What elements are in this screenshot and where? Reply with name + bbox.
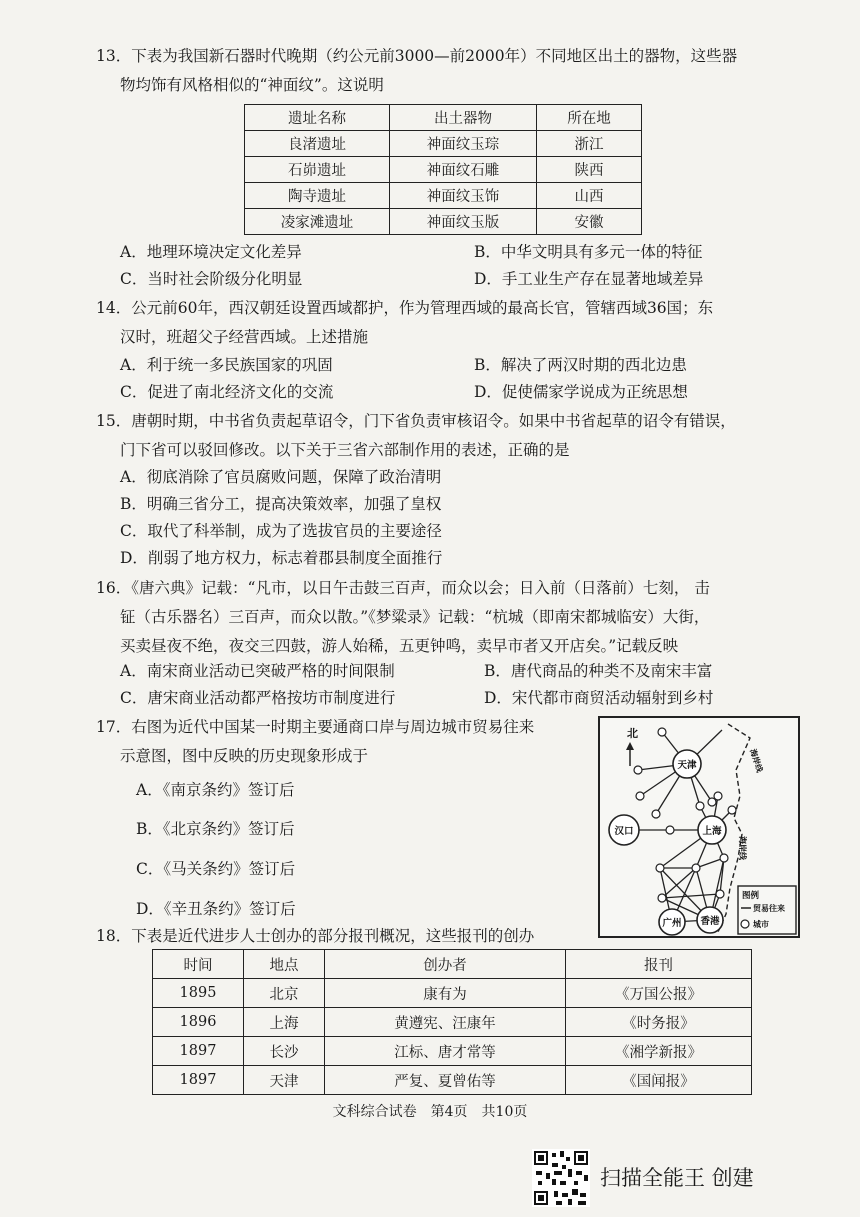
table-row	[153, 1008, 752, 1037]
table-cell: 《国闻报》	[566, 1066, 752, 1095]
question-text: 门下省可以驳回修改。以下关于三省六部制作用的表述，正确的是	[120, 441, 570, 459]
table-cell: 黄遵宪、汪康年	[325, 1008, 566, 1037]
question-18	[96, 922, 534, 951]
option-a[interactable]: A．地理环境决定文化差异	[120, 243, 302, 261]
city-label-hankou: 汉口	[614, 826, 634, 837]
question-text: 钲（古乐器名）三百声，而众以散。”《梦粱录》记载：“杭城（即南宋都城临安）大街，	[120, 608, 710, 626]
option-b[interactable]: B．唐代商品的种类不及南宋丰富	[484, 662, 713, 680]
option-c[interactable]: C．促进了南北经济文化的交流	[120, 383, 334, 401]
table-row	[153, 1037, 752, 1066]
question-text: 18．下表是近代进步人士创办的部分报刊概况，这些报刊的创办	[96, 927, 535, 945]
question-text: 汉时，班超父子经营西域。上述措施	[120, 328, 369, 346]
scanner-watermark: 扫描全能王 创建	[600, 1166, 754, 1190]
table-cell: 神面纹石雕	[390, 157, 537, 183]
table-cell: 石峁遗址	[245, 157, 390, 183]
option-b[interactable]: B．中华文明具有多元一体的特征	[474, 243, 703, 261]
qr-code-icon	[532, 1149, 590, 1207]
city-label-tianjin: 天津	[677, 760, 697, 771]
option-b[interactable]: B．解决了两汉时期的西北边患	[474, 356, 687, 374]
option-a[interactable]: A．利于统一多民族国家的巩固	[120, 356, 333, 374]
table-cell: 上海	[244, 1008, 325, 1037]
table-header: 报刊	[566, 950, 752, 979]
table-row	[245, 209, 642, 235]
question-13	[96, 42, 737, 100]
question-text: 16．《唐六典》记载：“凡市，以日午击鼓三百声，而众以会；日入前（日落前）七刻， 击	[96, 579, 710, 597]
question-text: 14．公元前60年，西汉朝廷设置西域都护，作为管理西域的最高长官，管辖西域36国；东	[96, 299, 714, 317]
question-text: 买卖昼夜不绝，夜交三四鼓，游人始稀，五更钟鸣，卖早市者又开店矣。”记载反映	[120, 637, 679, 655]
artifact-table	[244, 104, 642, 235]
table-cell: 良渚遗址	[245, 131, 390, 157]
question-text: 物均饰有风格相似的“神面纹”。这说明	[120, 76, 384, 94]
table-header: 所在地	[537, 105, 642, 131]
option-a[interactable]: A．南宋商业活动已突破严格的时间限制	[120, 662, 395, 680]
table-row	[153, 979, 752, 1008]
table-cell: 《万国公报》	[566, 979, 752, 1008]
table-row	[245, 183, 642, 209]
page-footer: 文科综合试卷 第4页 共10页	[332, 1104, 528, 1120]
table-header: 地点	[244, 950, 325, 979]
table-cell: 神面纹玉版	[390, 209, 537, 235]
option-c[interactable]: C．取代了科举制，成为了选拔官员的主要途径	[120, 522, 442, 540]
question-16	[96, 574, 710, 661]
table-header: 创办者	[325, 950, 566, 979]
legend-circle-icon	[741, 920, 749, 928]
option-d[interactable]: D．手工业生产存在显著地域差异	[474, 270, 704, 288]
table-cell: 严复、夏曾佑等	[325, 1066, 566, 1095]
table-row	[245, 131, 642, 157]
question-text: 示意图，图中反映的历史现象形成于	[120, 747, 369, 765]
table-row	[153, 1066, 752, 1095]
table-cell: 江标、唐才常等	[325, 1037, 566, 1066]
coastline-label: 海岸线	[748, 747, 765, 774]
option-d[interactable]: D．宋代都市商贸活动辐射到乡村	[484, 689, 714, 707]
table-header: 时间	[153, 950, 244, 979]
table-cell: 北京	[244, 979, 325, 1008]
table-cell: 浙江	[537, 131, 642, 157]
table-cell: 康有为	[325, 979, 566, 1008]
table-cell: 1897	[153, 1037, 244, 1066]
city-label-guangzhou: 广州	[662, 918, 682, 929]
option-d[interactable]: D．《辛丑条约》签订后	[136, 900, 296, 918]
table-cell: 陶寺遗址	[245, 183, 390, 209]
question-text: 15．唐朝时期，中书省负责起草诏令，门下省负责审核诏令。如果中书省起草的诏令有错误，	[96, 412, 736, 430]
table-cell: 神面纹玉饰	[390, 183, 537, 209]
table-cell: 山西	[537, 183, 642, 209]
question-15	[96, 407, 736, 465]
option-b[interactable]: B．《北京条约》签订后	[136, 820, 295, 838]
coastline-label: 海岸线	[738, 836, 747, 860]
table-header-row	[245, 105, 642, 131]
legend-title: 图例	[742, 891, 760, 901]
north-arrowhead-icon	[626, 742, 634, 750]
table-row	[245, 157, 642, 183]
option-d[interactable]: D．削弱了地方权力，标志着郡县制度全面推行	[120, 549, 443, 567]
table-cell: 1895	[153, 979, 244, 1008]
option-c[interactable]: C．当时社会阶级分化明显	[120, 270, 303, 288]
north-label: 北	[627, 727, 638, 740]
table-cell: 凌家滩遗址	[245, 209, 390, 235]
question-17	[96, 713, 534, 771]
question-text: 13．下表为我国新石器时代晚期（约公元前3000—前2000年）不同地区出土的器物，这些器	[96, 47, 738, 65]
newspaper-table	[152, 949, 752, 1095]
table-cell: 天津	[244, 1066, 325, 1095]
question-14	[96, 294, 713, 352]
table-cell: 长沙	[244, 1037, 325, 1066]
option-b[interactable]: B．明确三省分工，提高决策效率，加强了皇权	[120, 495, 442, 513]
table-header: 出土器物	[390, 105, 537, 131]
trade-map-svg	[600, 718, 798, 936]
table-header-row	[153, 950, 752, 979]
table-cell: 神面纹玉琮	[390, 131, 537, 157]
legend-city-label: 城市	[753, 920, 769, 929]
option-a[interactable]: A．《南京条约》签订后	[136, 781, 295, 799]
trade-map	[598, 716, 800, 938]
table-header: 遗址名称	[245, 105, 390, 131]
table-cell: 1896	[153, 1008, 244, 1037]
question-text: 17．右图为近代中国某一时期主要通商口岸与周边城市贸易往来	[96, 718, 535, 736]
city-label-shanghai: 上海	[702, 826, 722, 837]
table-cell: 1897	[153, 1066, 244, 1095]
legend-trade-label: 贸易往来	[753, 904, 785, 913]
table-cell: 陕西	[537, 157, 642, 183]
option-c[interactable]: C．《马关条约》签订后	[136, 860, 296, 878]
table-cell: 《湘学新报》	[566, 1037, 752, 1066]
city-label-hongkong: 香港	[700, 916, 720, 927]
option-c[interactable]: C．唐宋商业活动都严格按坊市制度进行	[120, 689, 396, 707]
option-d[interactable]: D．促使儒家学说成为正统思想	[474, 383, 688, 401]
table-cell: 安徽	[537, 209, 642, 235]
option-a[interactable]: A．彻底消除了官员腐败问题，保障了政治清明	[120, 468, 442, 486]
table-cell: 《时务报》	[566, 1008, 752, 1037]
